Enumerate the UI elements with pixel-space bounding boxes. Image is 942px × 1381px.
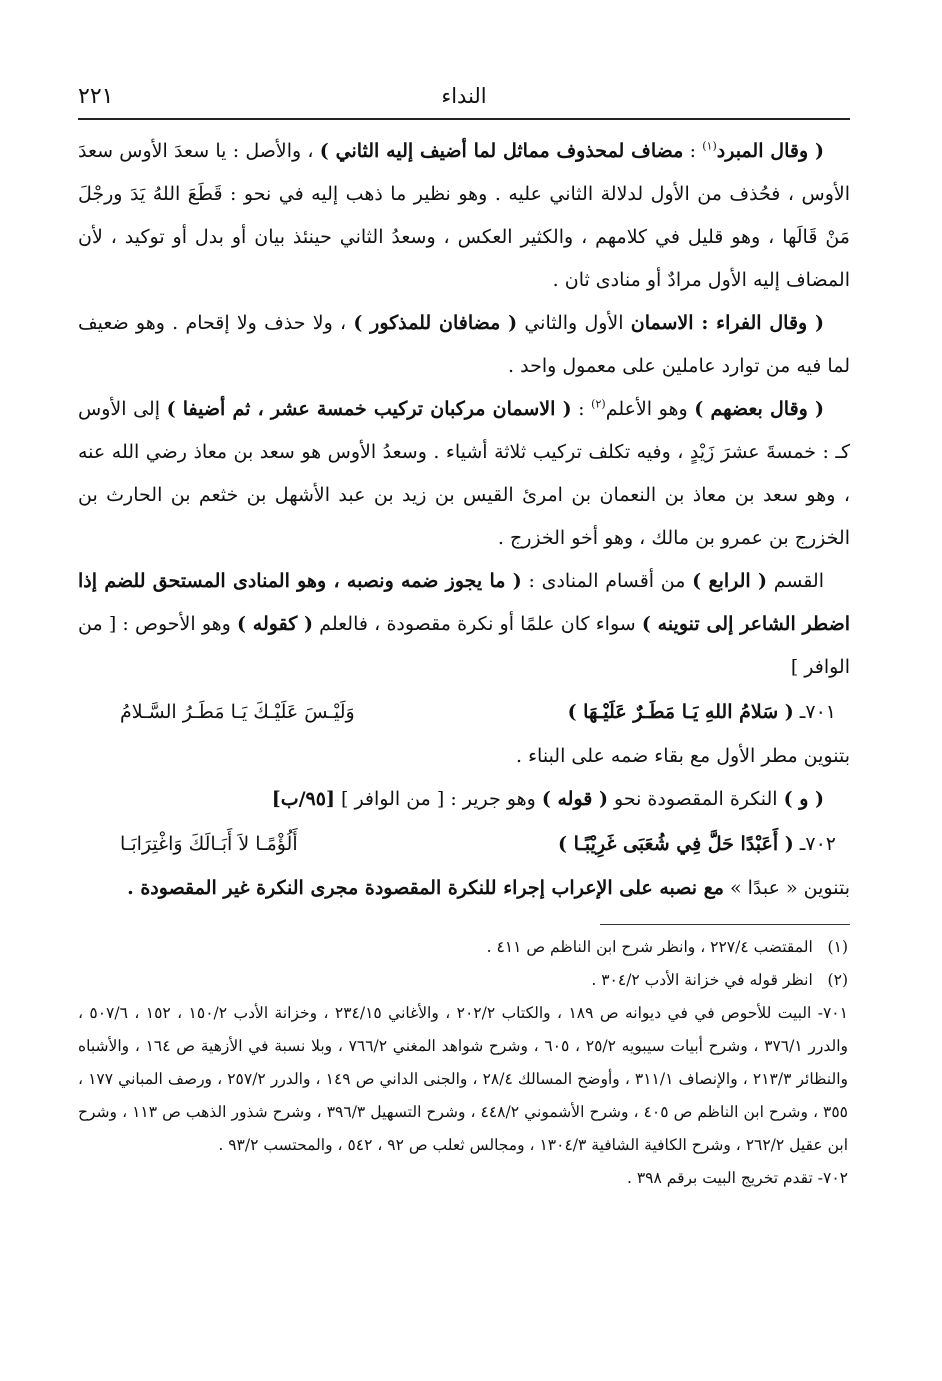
- verse-number: ٧٠١ـ: [799, 701, 836, 723]
- footnote-2: (٢) انظر قوله في خزانة الأدب ٣٠٤/٢ .: [591, 971, 848, 989]
- manuscript-folio-ref: [٩٥/ب]: [271, 788, 335, 810]
- footnote-701: ٧٠١- البيت للأحوص في في ديوانه ص ١٨٩ ، والكتاب ٢٠٢/٢ ، والأغاني ٢٣٤/١٥ ، وخزانة الأدب ١٥٠/٢ ، ١٥٢ ، ٥٠٧/٦ ، والدرر ٣٧٦/١ ، وشرح أبيات سيبويه ٢٥/٢ ، ٦٠٥ ، وشرح شواهد المغني ٧٦٦/٢ ، وبلا نسبة في الأزهية ص ١٦٤ ، والأشباه والنظائر ٢١٣/٣ ، والإنصاف ٣١١/١ ، وأوضح المسالك ٢٨/٤ ، والجنى الداني ص ١٤٩ ، والدرر ٢٥٧/٢ ، ورصف المباني ١٧٧ ، ٣٥٥ ، وشرح ابن الناظم ص ٤٠٥ ، وشرح الأشموني ٤٤٨/٢ ، وشرح التسهيل ٣٩٦/٣ ، وشرح شذور الذهب ص ١١٣ ، وشرح ابن عقيل ٢٦٢/٢ ، وشرح الكافية الشافية ١٣٠٤/٣ ، ومجالس ثعلب ص ٩٢ ، ٥٤٢ ، والمحتسب ٩٣/٢ .: [78, 1004, 849, 1154]
- quoted-phrase: مع نصبه على الإعراب إجراء للنكرة المقصودة مجرى النكرة غير المقصودة .: [127, 877, 724, 899]
- paragraph-nakira: ( و ) النكرة المقصودة نحو ( قوله ) وهو جرير : [ من الوافر ] [٩٥/ب]: [271, 788, 824, 810]
- verse-second-hemistich: وَلَيْـسَ عَلَيْـكَ يَـا مَطَـرُ السَّـلامُ: [120, 701, 355, 723]
- footnotes: [78, 931, 850, 1195]
- quoted-phrase: مضاف لمحذوف مماثل لما أضيف إليه الثاني ): [319, 140, 684, 162]
- quoted-phrase: ( وقال المبرد: [716, 140, 824, 162]
- paragraph-baadhuhum: ( وقال بعضهم ) وهو الأعلم$^{(٢)}$ : ( الاسمان مركبان تركيب خمسة عشر ، ثم أضيفا ) إلى الأوس كـ : خمسةَ عشرَ زَيْدٍ ، وفيه تكلف تركيب ثلاثة أشياء . وسعدُ الأوس هو سعد بن معاذ رضي الله عنه ، وهو سعد بن معاذ بن النعمان بن امرئ القيس بن زيد بن عبد الأشهل بن خثعم بن الحارث بن الخزرج بن عمرو بن مالك ، وهو أخو الخزرج .: [78, 397, 850, 549]
- footnote-marker: (١): [827, 938, 848, 956]
- quoted-phrase: ( الرابع ): [692, 570, 767, 592]
- verse-701: [78, 689, 850, 735]
- running-title: النداء: [441, 84, 487, 108]
- main-text: [78, 130, 850, 910]
- quoted-phrase: ( الاسمان مركبان تركيب خمسة عشر ، ثم أضيفا ): [166, 398, 572, 420]
- quoted-phrase: ( كقوله ): [237, 613, 313, 635]
- paragraph-explanation-702: بتنوين « عبدًا » مع نصبه على الإعراب إجراء للنكرة المقصودة مجرى النكرة غير المقصودة .: [127, 877, 850, 899]
- verse-number: ٧٠٢ـ: [799, 833, 836, 855]
- footnote-marker-2[interactable]: (٢): [591, 397, 606, 411]
- verse-second-hemistich: أَلُؤْمًـا لاَ أَبَـالَكَ وَاغْتِرَابَـا: [120, 833, 298, 855]
- quoted-phrase: ( و ): [783, 788, 824, 810]
- book-page: [78, 82, 850, 1195]
- quoted-phrase: ( وقال الفراء : الاسمان: [630, 312, 824, 334]
- footnote-1: (١) المقتضب ٢٢٧/٤ ، وانظر شرح ابن الناظم ص ٤١١ .: [486, 938, 848, 956]
- footnote-marker: ٧٠٢-: [817, 1169, 848, 1187]
- page-header: [78, 82, 850, 120]
- quoted-phrase: ( وقال بعضهم ): [694, 398, 824, 420]
- paragraph-explanation-701: بتنوين مطر الأول مع بقاء ضمه على البناء .: [516, 745, 850, 767]
- footnote-separator: [600, 924, 850, 925]
- footnote-marker: (٢): [827, 971, 848, 989]
- footnote-702: ٧٠٢- تقدم تخريج البيت برقم ٣٩٨ .: [627, 1169, 848, 1187]
- footnote-marker-1[interactable]: (١): [702, 139, 717, 153]
- quoted-phrase: ( مضافان للمذكور ): [353, 312, 518, 334]
- quoted-phrase: ( قوله ): [541, 788, 608, 810]
- quoted-phrase: ( ما يجوز ضمه ونصبه ، وهو المنادى المستحق للضم إذا اضطر الشاعر إلى تنوينه ): [78, 570, 850, 635]
- verse-702: [78, 821, 850, 867]
- paragraph-mubarrad: ( وقال المبرد$^{(١)}$ : مضاف لمحذوف مماثل لما أضيف إليه الثاني ) ، والأصل : يا سعدَ الأوس سعدَ الأوس ، فحُذف من الأول لدلالة الثاني عليه . وهو نظير ما ذهب إليه في نحو : قَطَعَ اللهُ يَدَ ورجْلَ مَنْ قَالَها ، وهو قليل في كلامهم ، والكثير العكس ، وسعدُ الثاني حينئذ بيان أو بدل أو توكيد ، لأن المضاف إليه الأول مرادٌ أو منادى ثان .: [78, 139, 850, 291]
- verse-first-hemistich: ( سَلامُ اللهِ يَـا مَطَـرٌ عَلَيْـهَا ): [567, 701, 794, 723]
- paragraph-farra: ( وقال الفراء : الاسمان الأول والثاني ( مضافان للمذكور ) ، ولا حذف ولا إقحام . وهو ضعيف لما فيه من توارد عاملين على معمول واحد .: [78, 312, 850, 377]
- page-number: ٢٢١: [78, 84, 114, 109]
- paragraph-fourth-section: القسم ( الرابع ) من أقسام المنادى : ( ما يجوز ضمه ونصبه ، وهو المنادى المستحق للضم إذا اضطر الشاعر إلى تنوينه ) سواء كان علمًا أو نكرة مقصودة ، فالعلم ( كقوله ) وهو الأحوص : [ من الوافر ]: [78, 570, 850, 678]
- paragraph-text: ، والأصل : يا سعدَ الأوس سعدَ الأوس ، فحُذف من الأول لدلالة الثاني عليه . وهو نظير ما ذهب إليه في نحو : قَطَعَ اللهُ يَدَ ورجْلَ مَنْ قَالَها ، وهو قليل في كلامهم ، والكثير العكس ، وسعدُ الثاني حينئذ بيان أو بدل أو توكيد ، لأن المضاف إليه الأول مرادٌ أو منادى ثان .: [78, 140, 850, 291]
- footnote-marker: ٧٠١-: [817, 1004, 848, 1022]
- verse-first-hemistich: ( أَعَبْدًا حَلَّ فِي شُعَبَى غَرِيْبًـا ): [557, 833, 794, 855]
